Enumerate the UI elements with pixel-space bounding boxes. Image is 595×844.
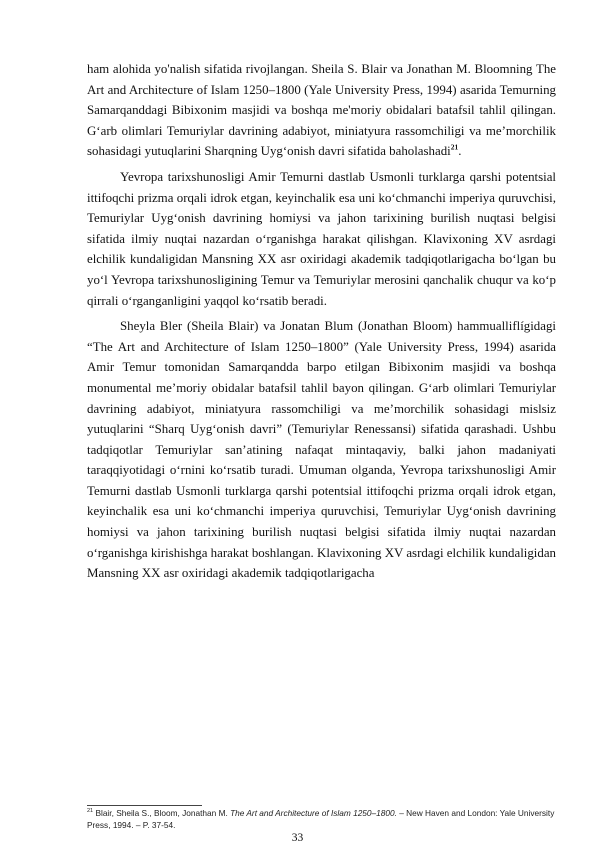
page-number: 33 <box>291 832 304 844</box>
footnote-authors: Blair, Sheila S., Bloom, Jonathan M. <box>95 808 228 818</box>
paragraph-european-historiography <box>87 167 556 311</box>
document-body <box>87 59 556 584</box>
paragraph-continuation <box>87 59 556 162</box>
footnote-divider <box>87 805 202 806</box>
paragraph-2-text: Yevropa tarixshunosligi Amir Temurni dastlab Usmonli turklarga qarshi potentsial ittifoqchi prizma orqali idrok etgan, keyinchalik esa uni ko‘chmanchi imperiya quruvchisi, Temuriylar Uyg‘onish davrining homiysi va jahon tarixining burilish nuqtasi belgisi sifatida ilmiy nuqtai nazardan o‘rganishga harakat qilishgan. Klavixoning XV asrdagi elchilik kundaligidan Mansning XX asr oxiridagi akademik tadqiqotlarigacha bo‘lgan bu yo‘l Yevropa tarixshunosligining Temur va Temuriylar merosini qanchalik chuqur va ko‘p qirrali o‘rganganligini yaqqol ko‘rsatib beradi. <box>87 169 556 308</box>
footnote <box>87 808 557 831</box>
footnote-publication: – New Haven and London: Yale University Press, 1994. – P. 37-54. <box>87 808 555 830</box>
paragraph-1-suffix: . <box>458 144 462 159</box>
paragraph-blair-bloom <box>87 316 556 584</box>
paragraph-1-text: ham alohida yo'nalish sifatida rivojlangan. Sheila S. Blair va Jonathan M. Bloomning The Art and Architecture of Islam 1250–1800 (Yale University Press, 1994) asarida Temurning Samarqanddagi Bibixonim masjidi va boshqa me'moriy obidalari batafsil tahlil qilingan. G‘arb olimlari Temuriylar davrining adabiyot, miniatyura rassomchiligi va me’morchilik sohasidagi yutuqlarini Sharqning Uyg‘onish davri sifatida baholashadi <box>87 62 556 159</box>
paragraph-3-text: Sheyla Bler (Sheila Blair) va Jonatan Blum (Jonathan Bloom) hammualliflígidagi “The Art and Architecture of Islam 1250–1800” (Yale University Press, 1994) asarida Amir Temur tomonidan Samarqandda barpo etilgan Bibixonim masjidi va boshqa monumental me’moriy obidalar batafsil tahlil bayon qilingan. G‘arb olimlari Temuriylar davrining adabiyot, miniatyura rassomchiligi va me’morchilik sohasidagi mislsiz yutuqlarini “Sharq Uyg‘onish davri” (Temuriylar Renessansi) sifatida qarashadi. Ushbu tadqiqotlar Temuriylar san’atining nafaqat mintaqaviy, balki jahon madaniyati taraqqiyotidagi o‘rnini ko‘rsatib turadi. Umuman olganda, Yevropa tarixshunosligi Amir Temurni dastlab Usmonli turklarga qarshi potentsial ittifoqchi prizma orqali idrok etgan, keyinchalik esa uni ko‘chmanchi imperiya quruvchisi, Temuriylar Uyg‘onish davrining homiysi va jahon tarixining burilish nuqtasi belgisi sifatida ilmiy nuqtai nazardan o‘rganishga kirishishga harakat boshlangan. Klavixoning XV asrdagi elchilik kundaligidan Mansning XX asr oxiridagi akademik tadqiqotlarigacha <box>87 319 556 581</box>
footnote-reference[interactable]: 21 <box>450 143 459 153</box>
footnote-number: 21 <box>87 808 94 815</box>
footnote-title: The Art and Architecture of Islam 1250–1800. <box>230 808 397 818</box>
